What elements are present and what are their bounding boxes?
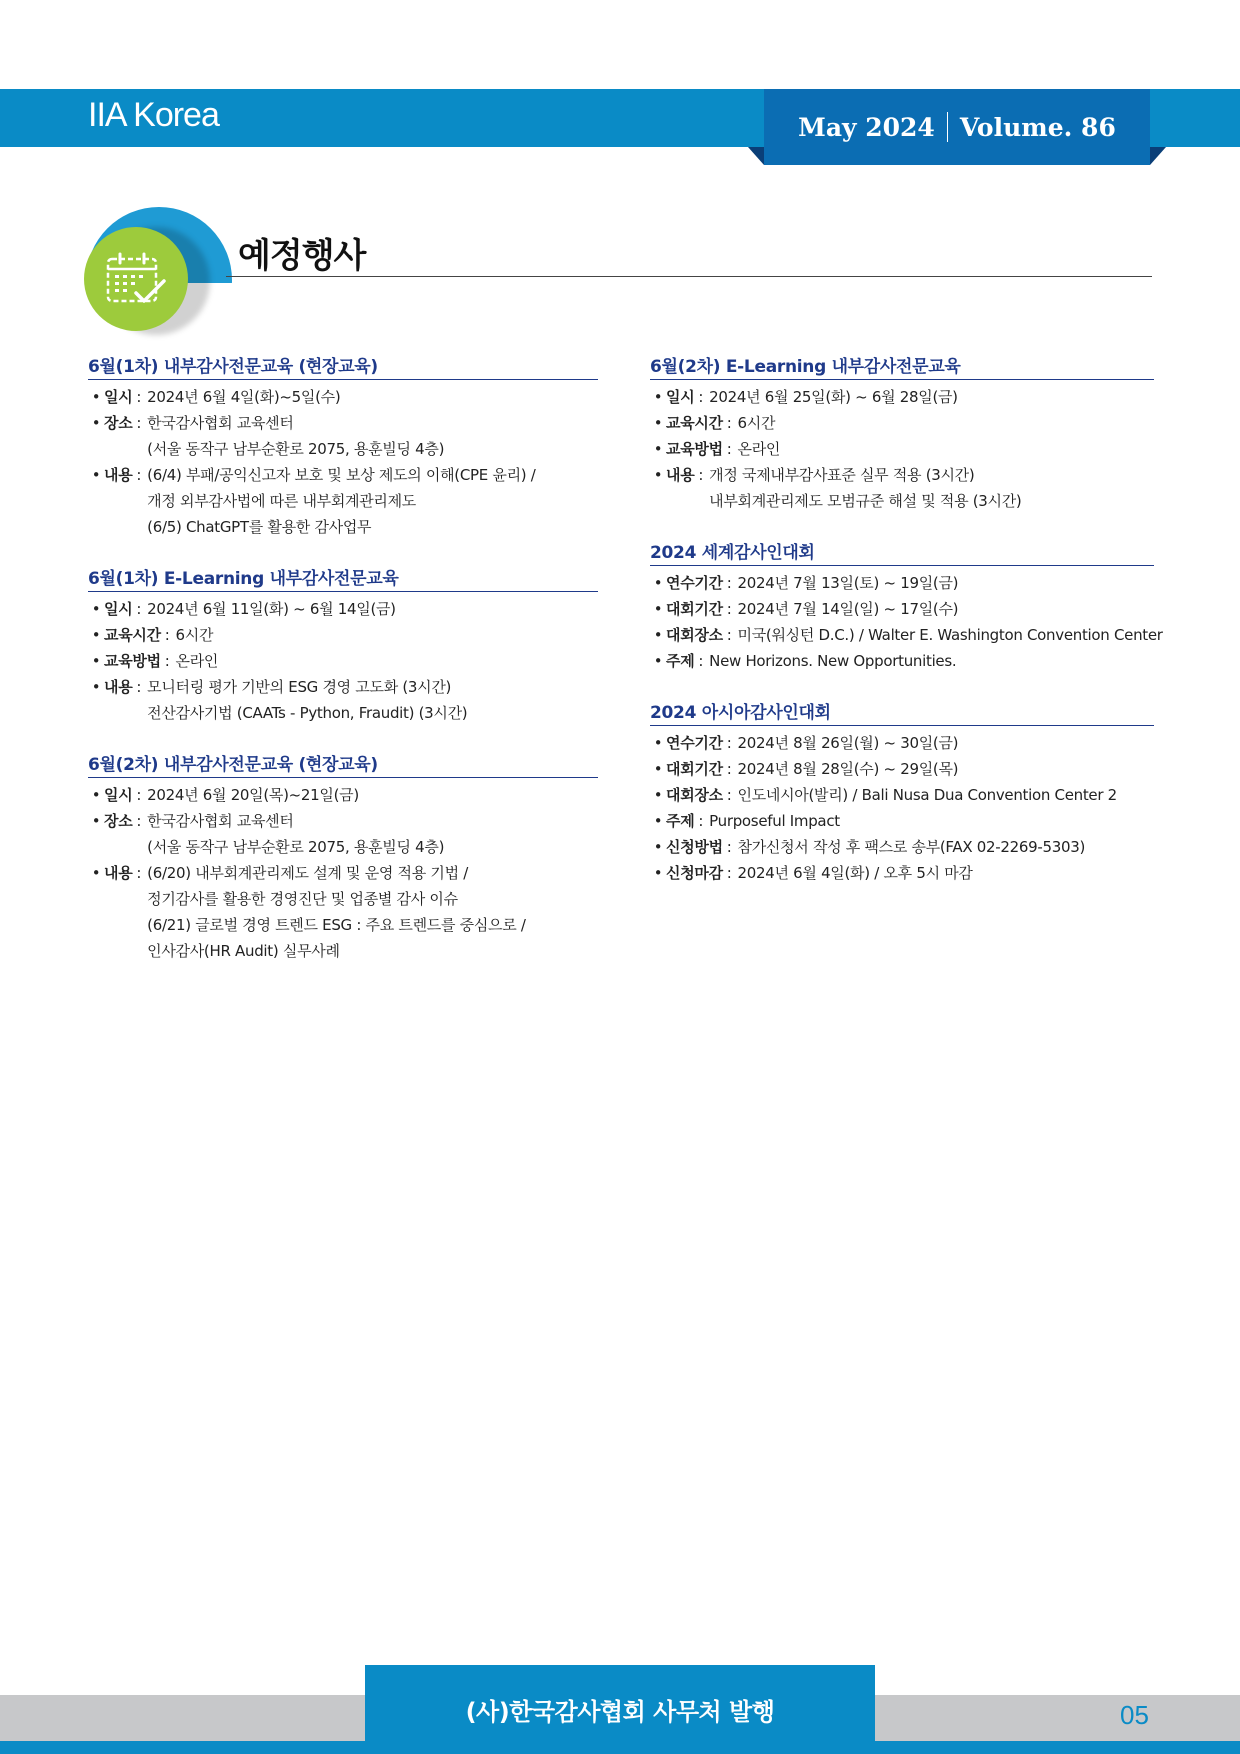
bullet-icon: • bbox=[653, 760, 663, 778]
detail-values bbox=[176, 648, 598, 674]
section-icon-badge bbox=[84, 205, 234, 335]
bullet-icon: • bbox=[653, 652, 663, 670]
detail-value-line: 2024년 6월 4일(화)~5일(수) bbox=[147, 388, 341, 406]
detail-value-line: 2024년 8월 28일(수) ~ 29일(목) bbox=[737, 760, 959, 778]
detail-values bbox=[147, 384, 598, 410]
event-detail-row bbox=[88, 462, 598, 540]
issue-box bbox=[764, 89, 1150, 165]
detail-value-line: 내부회계관리제도 모범규준 해설 및 적용 (3시간) bbox=[709, 492, 1022, 510]
ribbon-fold-left bbox=[748, 147, 764, 165]
bullet-icon: • bbox=[653, 786, 663, 804]
detail-values bbox=[738, 730, 1154, 756]
detail-value-line: 한국감사협회 교육센터 bbox=[147, 414, 294, 432]
detail-label: 장소 bbox=[104, 414, 133, 432]
calendar-check-icon bbox=[106, 251, 168, 309]
bullet-icon: • bbox=[91, 678, 101, 696]
event-title: 2024 세계감사인대회 bbox=[650, 538, 1154, 566]
detail-value-line: 2024년 6월 4일(화) / 오후 5시 마감 bbox=[737, 864, 973, 882]
detail-value-line: Purposeful Impact bbox=[709, 812, 840, 830]
bullet-icon: • bbox=[653, 414, 663, 432]
detail-value-line: New Horizons. New Opportunities. bbox=[709, 652, 957, 670]
detail-colon: : bbox=[726, 414, 732, 432]
detail-value-line: (서울 동작구 남부순환로 2075, 용훈빌딩 4층) bbox=[147, 838, 445, 856]
detail-value-line: 온라인 bbox=[737, 440, 781, 458]
detail-label: 주제 bbox=[666, 652, 695, 670]
issue-divider bbox=[947, 112, 948, 142]
right-column bbox=[650, 352, 1163, 910]
detail-colon: : bbox=[164, 626, 170, 644]
event-block bbox=[650, 538, 1163, 674]
detail-colon: : bbox=[726, 760, 732, 778]
event-detail-row bbox=[650, 570, 1154, 596]
section-title-rule bbox=[226, 276, 1152, 277]
detail-label: 대회기간 bbox=[666, 600, 723, 618]
detail-colon: : bbox=[726, 626, 732, 644]
event-detail-row bbox=[650, 462, 1154, 514]
detail-colon: : bbox=[136, 864, 142, 882]
detail-colon: : bbox=[136, 466, 142, 484]
detail-value-line: (6/4) 부패/공익신고자 보호 및 보상 제도의 이해(CPE 윤리) / bbox=[147, 466, 536, 484]
issue-volume: Volume. 86 bbox=[959, 112, 1116, 142]
page-number: 05 bbox=[1120, 1700, 1149, 1730]
event-title: 6월(1차) E-Learning 내부감사전문교육 bbox=[88, 564, 598, 592]
detail-values bbox=[709, 462, 1154, 514]
detail-value-line: 인도네시아(발리) / Bali Nusa Dua Convention Center 2 bbox=[737, 786, 1117, 804]
detail-values bbox=[738, 860, 1154, 886]
event-detail-row bbox=[650, 808, 1154, 834]
bullet-icon: • bbox=[653, 466, 663, 484]
detail-value-line: 2024년 7월 13일(토) ~ 19일(금) bbox=[737, 574, 959, 592]
detail-value-line: 2024년 7월 14일(일) ~ 17일(수) bbox=[737, 600, 959, 618]
detail-value-line: 6시간 bbox=[175, 626, 214, 644]
event-block bbox=[650, 698, 1154, 886]
detail-values bbox=[709, 808, 1154, 834]
bullet-icon: • bbox=[653, 440, 663, 458]
detail-label: 주제 bbox=[666, 812, 695, 830]
detail-colon: : bbox=[136, 388, 142, 406]
event-block bbox=[650, 352, 1154, 514]
bullet-icon: • bbox=[653, 838, 663, 856]
event-detail-row bbox=[650, 648, 1154, 674]
detail-value-line: 모니터링 평가 기반의 ESG 경영 고도화 (3시간) bbox=[147, 678, 452, 696]
event-title: 6월(2차) E-Learning 내부감사전문교육 bbox=[650, 352, 1154, 380]
detail-values bbox=[147, 596, 598, 622]
bullet-icon: • bbox=[91, 786, 101, 804]
brand-logo-text: IIA Korea bbox=[88, 96, 219, 134]
event-block bbox=[88, 352, 598, 540]
bullet-icon: • bbox=[653, 626, 663, 644]
detail-values bbox=[738, 596, 1154, 622]
detail-colon: : bbox=[698, 812, 704, 830]
event-title: 2024 아시아감사인대회 bbox=[650, 698, 1154, 726]
detail-value-line: 한국감사협회 교육센터 bbox=[147, 812, 294, 830]
bullet-icon: • bbox=[653, 600, 663, 618]
detail-label: 일시 bbox=[104, 388, 133, 406]
detail-value-line: 정기감사를 활용한 경영진단 및 업종별 감사 이슈 bbox=[147, 890, 458, 908]
bullet-icon: • bbox=[91, 864, 101, 882]
event-detail-row bbox=[650, 622, 1163, 648]
detail-value-line: 온라인 bbox=[175, 652, 219, 670]
detail-values bbox=[709, 384, 1154, 410]
event-block bbox=[88, 564, 598, 726]
bullet-icon: • bbox=[91, 414, 101, 432]
detail-values bbox=[147, 782, 598, 808]
detail-label: 장소 bbox=[104, 812, 133, 830]
detail-value-line: 개정 외부감사법에 따른 내부회계관리제도 bbox=[147, 492, 416, 510]
event-detail-row bbox=[88, 674, 598, 726]
detail-colon: : bbox=[136, 678, 142, 696]
event-title: 6월(2차) 내부감사전문교육 (현장교육) bbox=[88, 750, 598, 778]
detail-value-line: 2024년 8월 26일(월) ~ 30일(금) bbox=[737, 734, 959, 752]
detail-values bbox=[738, 410, 1154, 436]
event-detail-row bbox=[88, 808, 598, 860]
detail-label: 내용 bbox=[104, 678, 133, 696]
detail-label: 일시 bbox=[104, 600, 133, 618]
event-detail-row bbox=[88, 782, 598, 808]
detail-label: 교육방법 bbox=[104, 652, 161, 670]
detail-colon: : bbox=[136, 600, 142, 618]
event-detail-row bbox=[650, 410, 1154, 436]
detail-label: 교육시간 bbox=[104, 626, 161, 644]
section-title: 예정행사 bbox=[238, 236, 366, 276]
bullet-icon: • bbox=[91, 466, 101, 484]
detail-value-line: 2024년 6월 25일(화) ~ 6월 28일(금) bbox=[709, 388, 958, 406]
detail-colon: : bbox=[698, 388, 704, 406]
event-title: 6월(1차) 내부감사전문교육 (현장교육) bbox=[88, 352, 598, 380]
detail-label: 대회기간 bbox=[666, 760, 723, 778]
detail-colon: : bbox=[698, 652, 704, 670]
footer-publisher: (사)한국감사협회 사무처 발행 bbox=[465, 1698, 775, 1726]
detail-label: 일시 bbox=[104, 786, 133, 804]
bullet-icon: • bbox=[91, 812, 101, 830]
bullet-icon: • bbox=[653, 574, 663, 592]
detail-label: 일시 bbox=[666, 388, 695, 406]
detail-label: 신청방법 bbox=[666, 838, 723, 856]
detail-colon: : bbox=[726, 734, 732, 752]
issue-month: May 2024 bbox=[798, 112, 935, 142]
event-detail-row bbox=[88, 622, 598, 648]
bullet-icon: • bbox=[653, 734, 663, 752]
badge-green-circle bbox=[84, 227, 188, 331]
event-detail-row bbox=[650, 834, 1154, 860]
detail-colon: : bbox=[698, 466, 704, 484]
detail-colon: : bbox=[164, 652, 170, 670]
event-block bbox=[88, 750, 598, 964]
event-detail-row bbox=[650, 756, 1154, 782]
detail-label: 내용 bbox=[666, 466, 695, 484]
bullet-icon: • bbox=[653, 864, 663, 882]
detail-label: 교육방법 bbox=[666, 440, 723, 458]
bullet-icon: • bbox=[91, 388, 101, 406]
detail-values bbox=[147, 808, 598, 860]
event-detail-row bbox=[650, 436, 1154, 462]
detail-value-line: 6시간 bbox=[737, 414, 776, 432]
ribbon-fold-right bbox=[1150, 147, 1166, 165]
detail-colon: : bbox=[726, 838, 732, 856]
detail-label: 교육시간 bbox=[666, 414, 723, 432]
detail-values bbox=[738, 756, 1154, 782]
detail-label: 대회장소 bbox=[666, 786, 723, 804]
detail-values bbox=[738, 570, 1154, 596]
bullet-icon: • bbox=[653, 388, 663, 406]
event-detail-row bbox=[88, 860, 598, 964]
bullet-icon: • bbox=[91, 626, 101, 644]
event-detail-row bbox=[650, 782, 1154, 808]
detail-values bbox=[738, 782, 1154, 808]
event-detail-row bbox=[88, 596, 598, 622]
detail-value-line: (6/21) 글로벌 경영 트렌드 ESG : 주요 트렌드를 중심으로 / bbox=[147, 916, 526, 934]
event-detail-row bbox=[88, 384, 598, 410]
detail-value-line: (6/20) 내부회계관리제도 설계 및 운영 적용 기법 / bbox=[147, 864, 469, 882]
detail-label: 대회장소 bbox=[666, 626, 723, 644]
detail-value-line: 미국(워싱턴 D.C.) / Walter E. Washington Convention Center bbox=[737, 626, 1163, 644]
detail-label: 연수기간 bbox=[666, 734, 723, 752]
footer-publisher-box bbox=[365, 1665, 875, 1754]
detail-value-line: 2024년 6월 11일(화) ~ 6월 14일(금) bbox=[147, 600, 396, 618]
detail-label: 신청마감 bbox=[666, 864, 723, 882]
detail-colon: : bbox=[726, 786, 732, 804]
detail-colon: : bbox=[726, 600, 732, 618]
detail-values bbox=[147, 410, 598, 462]
detail-value-line: 참가신청서 작성 후 팩스로 송부(FAX 02-2269-5303) bbox=[737, 838, 1085, 856]
detail-value-line: 개정 국제내부감사표준 실무 적용 (3시간) bbox=[709, 466, 975, 484]
detail-colon: : bbox=[136, 414, 142, 432]
event-detail-row bbox=[650, 384, 1154, 410]
event-detail-row bbox=[650, 860, 1154, 886]
detail-value-line: (6/5) ChatGPT를 활용한 감사업무 bbox=[147, 518, 372, 536]
event-detail-row bbox=[650, 596, 1154, 622]
event-detail-row bbox=[88, 410, 598, 462]
detail-values bbox=[738, 834, 1154, 860]
detail-colon: : bbox=[726, 440, 732, 458]
detail-colon: : bbox=[136, 812, 142, 830]
bullet-icon: • bbox=[653, 812, 663, 830]
detail-colon: : bbox=[726, 574, 732, 592]
detail-value-line: 인사감사(HR Audit) 실무사례 bbox=[147, 942, 340, 960]
bullet-icon: • bbox=[91, 600, 101, 618]
detail-values bbox=[176, 622, 598, 648]
detail-values bbox=[147, 462, 598, 540]
event-detail-row bbox=[650, 730, 1154, 756]
bullet-icon: • bbox=[91, 652, 101, 670]
detail-value-line: 2024년 6월 20일(목)~21일(금) bbox=[147, 786, 359, 804]
detail-values bbox=[709, 648, 1154, 674]
detail-label: 내용 bbox=[104, 466, 133, 484]
detail-values bbox=[738, 436, 1154, 462]
detail-values bbox=[738, 622, 1163, 648]
detail-values bbox=[147, 674, 598, 726]
left-column bbox=[88, 352, 598, 988]
detail-colon: : bbox=[136, 786, 142, 804]
event-detail-row bbox=[88, 648, 598, 674]
detail-label: 내용 bbox=[104, 864, 133, 882]
detail-colon: : bbox=[726, 864, 732, 882]
detail-values bbox=[147, 860, 598, 964]
detail-value-line: (서울 동작구 남부순환로 2075, 용훈빌딩 4층) bbox=[147, 440, 445, 458]
detail-value-line: 전산감사기법 (CAATs - Python, Fraudit) (3시간) bbox=[147, 704, 468, 722]
detail-label: 연수기간 bbox=[666, 574, 723, 592]
